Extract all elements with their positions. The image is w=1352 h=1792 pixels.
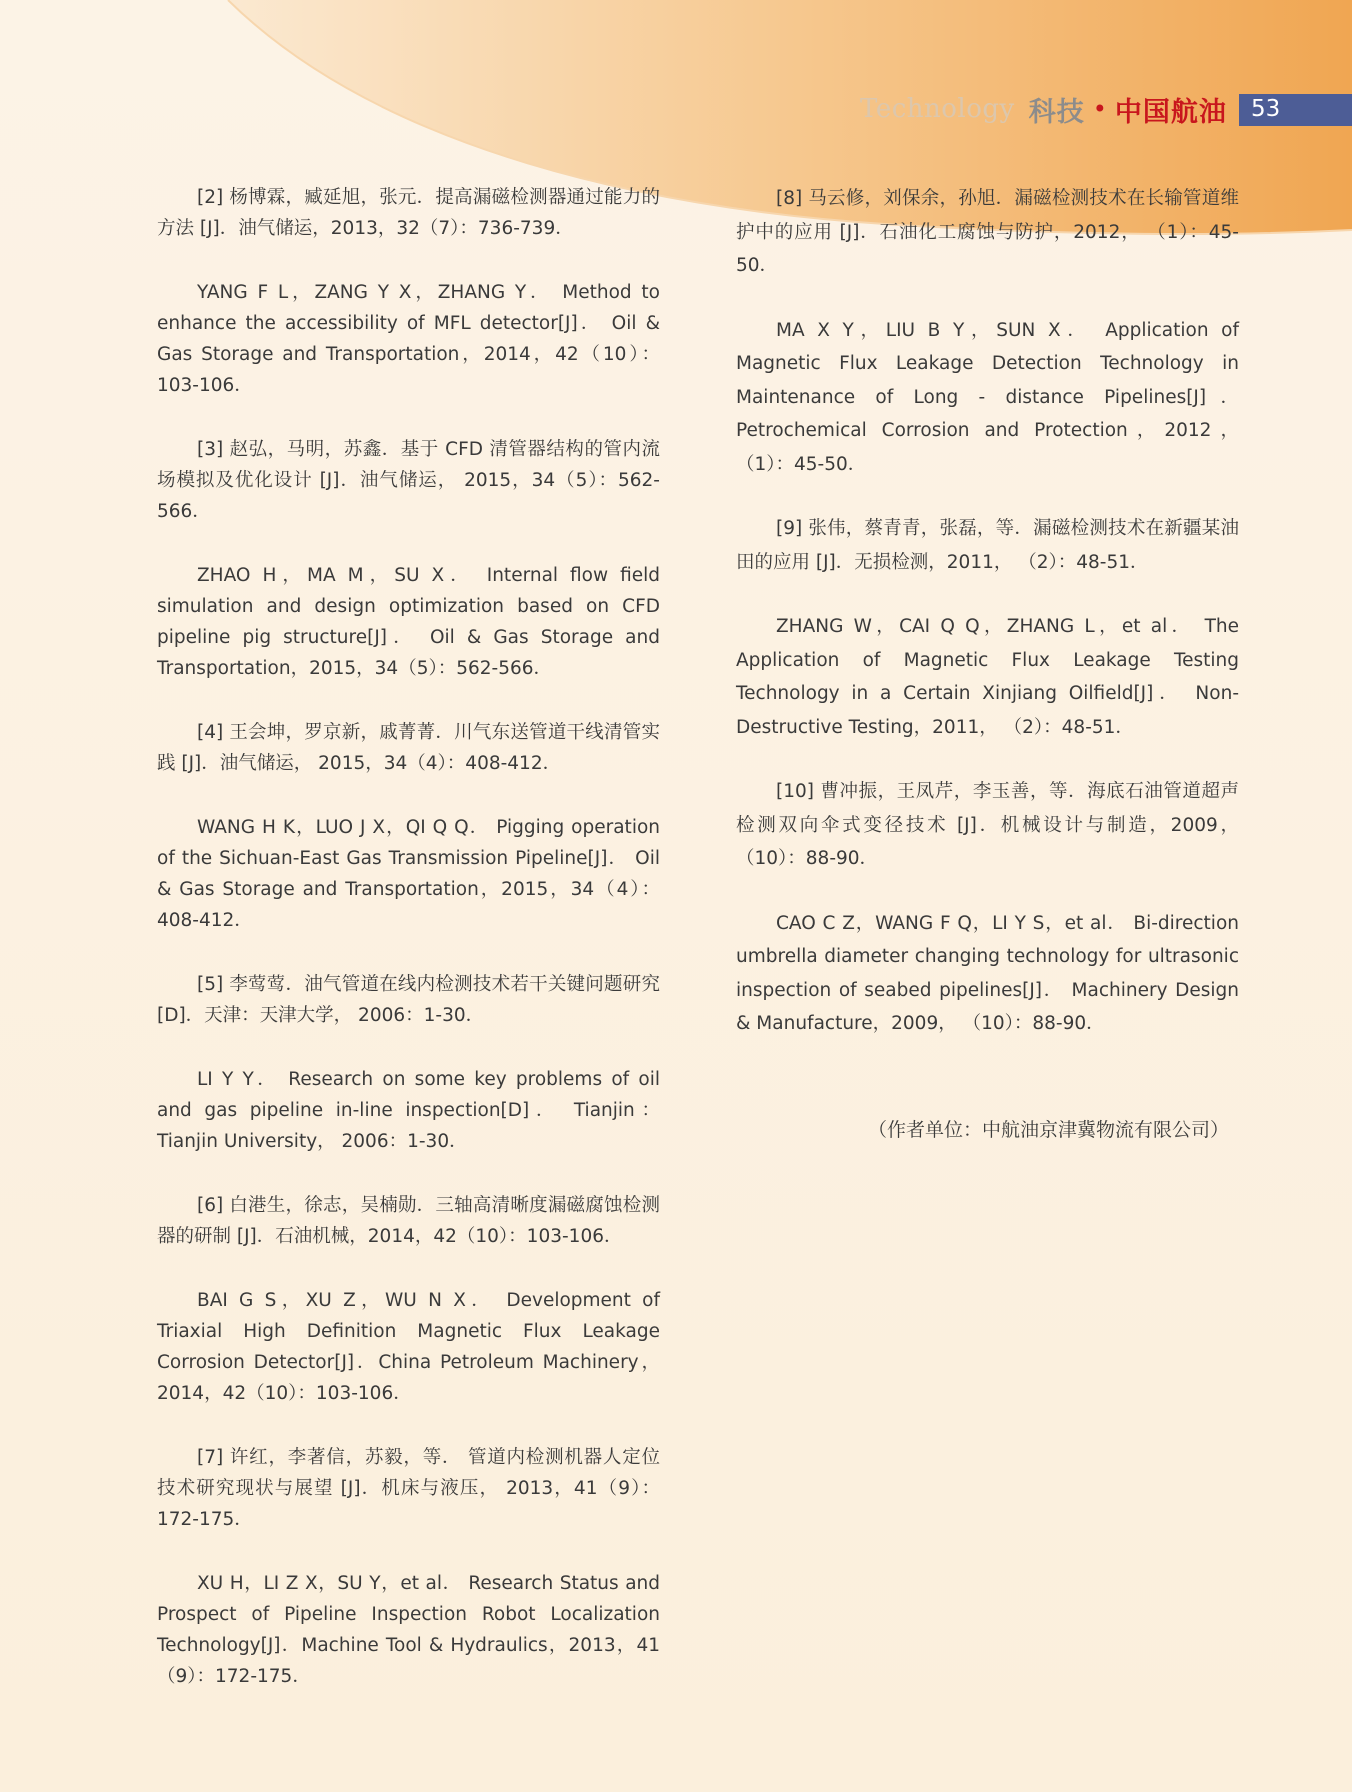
reference-8-en: MA X Y，LIU B Y，SUN X． Application of Magnetic Flux Leakage Detection Technology in Maintenance of Long - distance Pipelines[J]． Petrochemical Corrosion and Protection，2012， （1）：45-50． bbox=[736, 319, 1239, 475]
references-right-column bbox=[736, 182, 1239, 1072]
reference-7-en: XU H，LI Z X，SU Y，et al． Research Status and Prospect of Pipeline Inspection Robot Localization Technology[J]．Machine Tool & Hydraulics，2013，41（9）：172-175． bbox=[157, 1573, 660, 1687]
section-label-cn: 科技 bbox=[1028, 96, 1085, 128]
reference-4-en: WANG H K，LUO J X，QI Q Q． Pigging operation of the Sichuan-East Gas Transmission Pipeline[J]． Oil & Gas Storage and Transportation，2015，34（4）：408-412． bbox=[157, 817, 660, 931]
section-label-en: Technology bbox=[860, 94, 1015, 124]
magazine-title: 中国航油 bbox=[1114, 96, 1227, 128]
reference-6-cn: [6] 白港生，徐志，吴楠勋．三轴高清晰度漏磁腐蚀检测器的研制 [J]．石油机械，2014，42（10）：103-106． bbox=[157, 1195, 660, 1247]
reference-3-en: ZHAO H，MA M，SU X． Internal flow field simulation and design optimization based on CFD pipeline pig structure[J]． Oil & Gas Storage and Transportation，2015，34（5）：562-566． bbox=[157, 565, 660, 679]
page-number-tab bbox=[1239, 94, 1352, 126]
reference-5-cn: [5] 李莺莺．油气管道在线内检测技术若干关键问题研究 [D]．天津：天津大学， 2006：1-30． bbox=[157, 974, 660, 1026]
references-left-column bbox=[157, 182, 660, 1725]
reference-4-cn: [4] 王会坤，罗京新，戚菁菁．川气东送管道干线清管实践 [J]．油气储运， 2015，34（4）：408-412． bbox=[157, 722, 660, 774]
page-number: 53 bbox=[1251, 96, 1281, 122]
reference-5-en: LI Y Y． Research on some key problems of oil and gas pipeline in-line inspection[D]． Tianjin： Tianjin University， 2006：1-30． bbox=[157, 1069, 660, 1152]
reference-2-en: YANG F L，ZANG Y X，ZHANG Y． Method to enhance the accessibility of MFL detector[J]． Oil & Gas Storage and Transportation，2014，42（10）：103-106． bbox=[157, 282, 660, 396]
reference-10-en: CAO C Z，WANG F Q，LI Y S，et al． Bi-direction umbrella diameter changing technology for ultrasonic inspection of seabed pipelines[J]． Machinery Design & Manufacture，2009， （10）：88-90． bbox=[736, 912, 1239, 1034]
header-separator: • bbox=[1092, 95, 1107, 123]
reference-10-cn: [10] 曹冲振，王凤芹，李玉善，等．海底石油管道超声检测双向伞式变径技术 [J]．机械设计与制造，2009，（10）：88-90． bbox=[736, 781, 1239, 869]
reference-9-en: ZHANG W，CAI Q Q，ZHANG L，et al． The Application of Magnetic Flux Leakage Testing Technology in a Certain Xinjiang Oilfield[J]． Non-Destructive Testing，2011， （2）：48-51． bbox=[736, 616, 1239, 738]
reference-9-cn: [9] 张伟，蔡青青，张磊，等．漏磁检测技术在新疆某油田的应用 [J]．无损检测，2011， （2）：48-51． bbox=[736, 518, 1239, 573]
reference-6-en: BAI G S，XU Z，WU N X． Development of Triaxial High Definition Magnetic Flux Leakage Corrosion Detector[J]．China Petroleum Machinery，2014，42（10）：103-106． bbox=[157, 1290, 660, 1404]
reference-3-cn: [3] 赵弘，马明，苏鑫．基于 CFD 清管器结构的管内流场模拟及优化设计 [J]．油气储运， 2015，34（5）：562-566． bbox=[157, 439, 660, 522]
reference-8-cn: [8] 马云修，刘保余，孙旭．漏磁检测技术在长输管道维护中的应用 [J]．石油化工腐蚀与防护，2012， （1）：45-50． bbox=[736, 188, 1239, 276]
running-header bbox=[860, 92, 1227, 126]
author-affiliation: （作者单位：中航油京津冀物流有限公司） bbox=[867, 1119, 1229, 1141]
reference-2-cn: [2] 杨博霖，臧延旭，张元．提高漏磁检测器通过能力的方法 [J]．油气储运，2013，32（7）：736-739． bbox=[157, 187, 660, 239]
reference-7-cn: [7] 许红，李著信，苏毅，等． 管道内检测机器人定位技术研究现状与展望 [J]．机床与液压， 2013，41（9）：172-175． bbox=[157, 1447, 660, 1530]
